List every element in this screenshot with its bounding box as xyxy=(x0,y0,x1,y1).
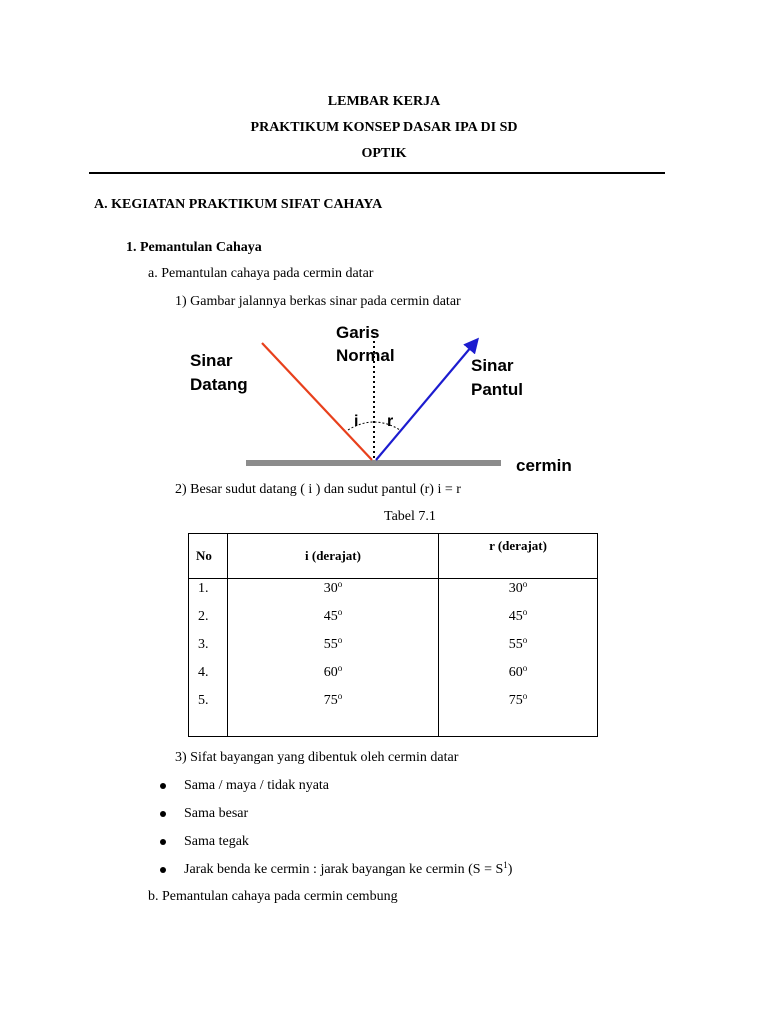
table-row xyxy=(189,579,598,609)
cell-i xyxy=(228,664,439,692)
table-header-i: i (derajat) xyxy=(228,534,439,579)
title-line-1: LEMBAR KERJA xyxy=(327,94,441,109)
cell-no: 5. xyxy=(189,692,228,720)
header-divider xyxy=(89,172,665,174)
item-a-text: a. Pemantulan cahaya pada cermin datar xyxy=(148,266,374,281)
reflection-diagram xyxy=(186,318,586,480)
degree-mark: o xyxy=(522,635,528,645)
table-row xyxy=(189,636,598,664)
table-row xyxy=(189,664,598,692)
title-line-3: OPTIK xyxy=(361,146,407,161)
angle-r-label: r xyxy=(387,413,394,430)
cell-i-value: 30 xyxy=(323,581,338,596)
cell-i xyxy=(228,636,439,664)
cell-no: 3. xyxy=(189,636,228,664)
cell-r-value: 75 xyxy=(508,693,523,708)
degree-mark: o xyxy=(522,579,528,589)
bullet-item-4-text: Jarak benda ke cermin : jarak bayangan ke cermin (S = S xyxy=(184,862,504,877)
table-header-r: r (derajat) xyxy=(439,534,598,579)
bullet-dot-icon xyxy=(160,839,166,845)
normal-label-line-2: Normal xyxy=(336,346,395,365)
cell-r-value: 45 xyxy=(508,609,523,624)
incident-label-line-1: Sinar xyxy=(190,351,233,370)
cell-r xyxy=(439,579,598,609)
degree-mark: o xyxy=(337,607,343,617)
degree-mark: o xyxy=(522,691,528,701)
cell-r xyxy=(439,608,598,636)
degree-mark: o xyxy=(522,607,528,617)
cell-r xyxy=(439,636,598,664)
angle-table xyxy=(188,533,598,737)
table-caption: Tabel 7.1 xyxy=(384,509,436,524)
degree-mark: o xyxy=(337,635,343,645)
item-b-text: b. Pemantulan cahaya pada cermin cembung xyxy=(148,889,398,904)
bullet-item-1: Sama / maya / tidak nyata xyxy=(184,778,330,793)
normal-label-line-1: Garis xyxy=(336,323,380,342)
cell-no: 2. xyxy=(189,608,228,636)
step-1-text: 1) Gambar jalannya berkas sinar pada cermin datar xyxy=(175,294,461,309)
bullet-item-3: Sama tegak xyxy=(184,834,249,849)
cell-r xyxy=(439,664,598,692)
mirror-label: cermin xyxy=(516,456,572,475)
step-3-text: 3) Sifat bayangan yang dibentuk oleh cermin datar xyxy=(175,750,459,765)
subsection-1-heading: 1. Pemantulan Cahaya xyxy=(126,240,262,255)
reflected-label-line-2: Pantul xyxy=(471,380,523,399)
cell-r-value: 55 xyxy=(508,637,523,652)
cell-i-value: 60 xyxy=(323,665,338,680)
cell-i-value: 45 xyxy=(323,609,338,624)
degree-mark: o xyxy=(337,691,343,701)
cell-no: 4. xyxy=(189,664,228,692)
title-line-2: PRAKTIKUM KONSEP DASAR IPA DI SD xyxy=(250,120,518,135)
table-header-row xyxy=(189,534,598,579)
degree-mark: o xyxy=(337,579,343,589)
incident-label-line-2: Datang xyxy=(190,375,248,394)
step-2-text: 2) Besar sudut datang ( i ) dan sudut pantul (r) i = r xyxy=(175,482,461,497)
bullet-item-4-close: ) xyxy=(507,862,513,877)
cell-i-value: 75 xyxy=(323,693,338,708)
bullet-dot-icon xyxy=(160,811,166,817)
bullet-dot-icon xyxy=(160,867,166,873)
cell-r xyxy=(439,692,598,720)
cell-i xyxy=(228,692,439,720)
table-bottom-padding xyxy=(189,720,598,737)
table-row xyxy=(189,608,598,636)
cell-r-value: 60 xyxy=(508,665,523,680)
table-row xyxy=(189,692,598,720)
cell-no: 1. xyxy=(189,579,228,609)
bullet-item-2: Sama besar xyxy=(184,806,249,821)
cell-i-value: 55 xyxy=(323,637,338,652)
angle-i-label: i xyxy=(354,413,359,430)
bullet-item-4-superscript: 1 xyxy=(503,860,508,870)
cell-i xyxy=(228,579,439,609)
bullet-item-4 xyxy=(184,862,512,878)
mirror-surface xyxy=(246,460,501,466)
cell-i xyxy=(228,608,439,636)
degree-mark: o xyxy=(337,663,343,673)
bullet-dot-icon xyxy=(160,783,166,789)
table-header-no: No xyxy=(189,534,228,579)
section-a-heading: A. KEGIATAN PRAKTIKUM SIFAT CAHAYA xyxy=(94,197,383,212)
reflected-label-line-1: Sinar xyxy=(471,356,514,375)
degree-mark: o xyxy=(522,663,528,673)
cell-r-value: 30 xyxy=(508,581,523,596)
